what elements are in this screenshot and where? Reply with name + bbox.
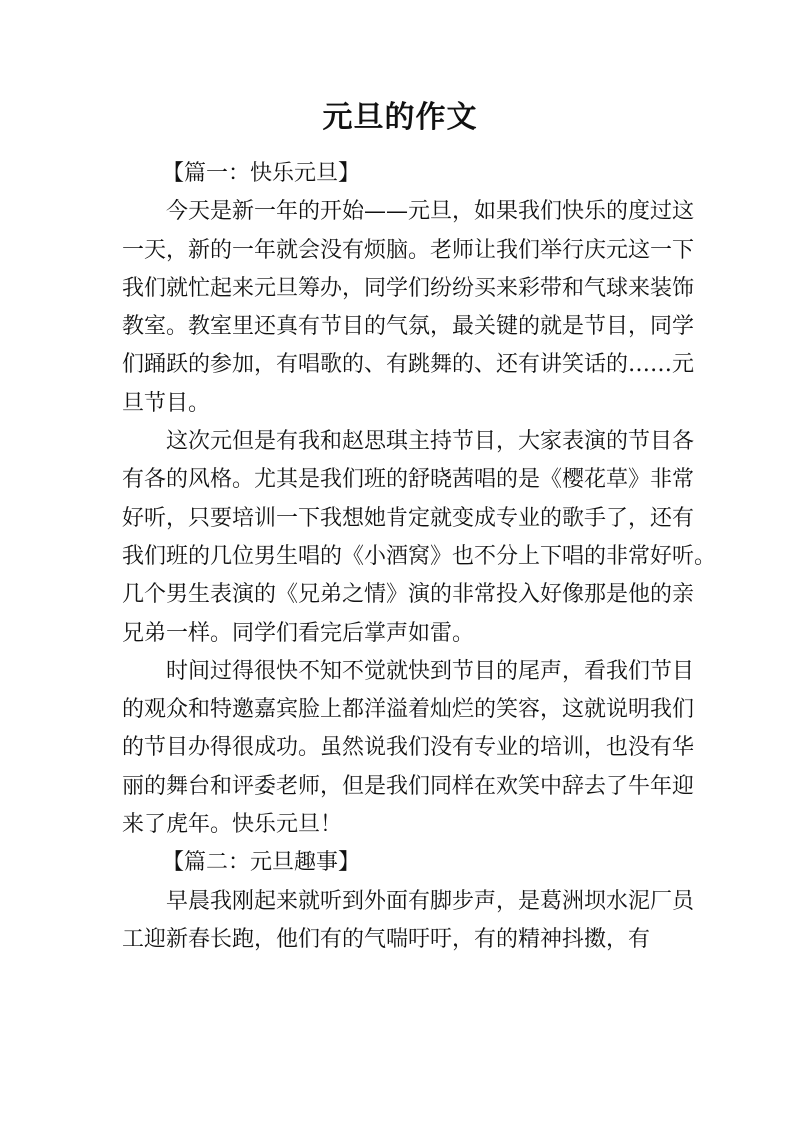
paragraph-line: 的观众和特邀嘉宾脸上都洋溢着灿烂的笑容，这就说明我们 (122, 697, 695, 723)
paragraph-line: 我们班的几位男生唱的《小酒窝》也不分上下唱的非常好听。 (122, 543, 717, 569)
document-title: 元旦的作文 (322, 100, 478, 135)
paragraph-line: 教室。教室里还真有节目的气氛，最关键的就是节目，同学 (122, 314, 695, 340)
paragraph-line: 工迎新春长跑，他们有的气喘吁吁，有的精神抖擞，有 (122, 926, 651, 952)
section-heading: 【篇二：元旦趣事】 (162, 850, 361, 876)
paragraph-line: 旦节目。 (122, 390, 211, 416)
paragraph-line: 们踊跃的参加，有唱歌的、有跳舞的、还有讲笑话的……元 (122, 352, 695, 378)
paragraph-line: 时间过得很快不知不觉就快到节目的尾声，看我们节目 (166, 658, 695, 684)
paragraph-line: 我们就忙起来元旦筹办，同学们纷纷买来彩带和气球来装饰 (122, 275, 695, 301)
paragraph-line: 有各的风格。尤其是我们班的舒晓茜唱的是《樱花草》非常 (122, 467, 695, 493)
paragraph-line: 早晨我刚起来就听到外面有脚步声，是葛洲坝水泥厂员 (166, 888, 695, 914)
section-heading: 【篇一：快乐元旦】 (162, 161, 361, 186)
paragraph-line: 一天，新的一年就会没有烦脑。老师让我们举行庆元这一下 (122, 237, 695, 263)
paragraph-line: 好听，只要培训一下我想她肯定就变成专业的歌手了，还有 (122, 505, 695, 531)
paragraph-line: 的节目办得很成功。虽然说我们没有专业的培训，也没有华 (122, 735, 695, 761)
paragraph-line: 几个男生表演的《兄弟之情》演的非常投入好像那是他的亲 (122, 582, 695, 608)
paragraph-line: 兄弟一样。同学们看完后掌声如雷。 (122, 620, 475, 646)
paragraph-line: 来了虎年。快乐元旦！ (122, 812, 343, 838)
paragraph-line: 今天是新一年的开始——元旦，如果我们快乐的度过这 (166, 199, 695, 225)
paragraph-line: 丽的舞台和评委老师，但是我们同样在欢笑中辞去了牛年迎 (122, 773, 695, 799)
paragraph-line: 这次元但是有我和赵思琪主持节目，大家表演的节目各 (166, 429, 695, 455)
document-body (122, 155, 717, 959)
